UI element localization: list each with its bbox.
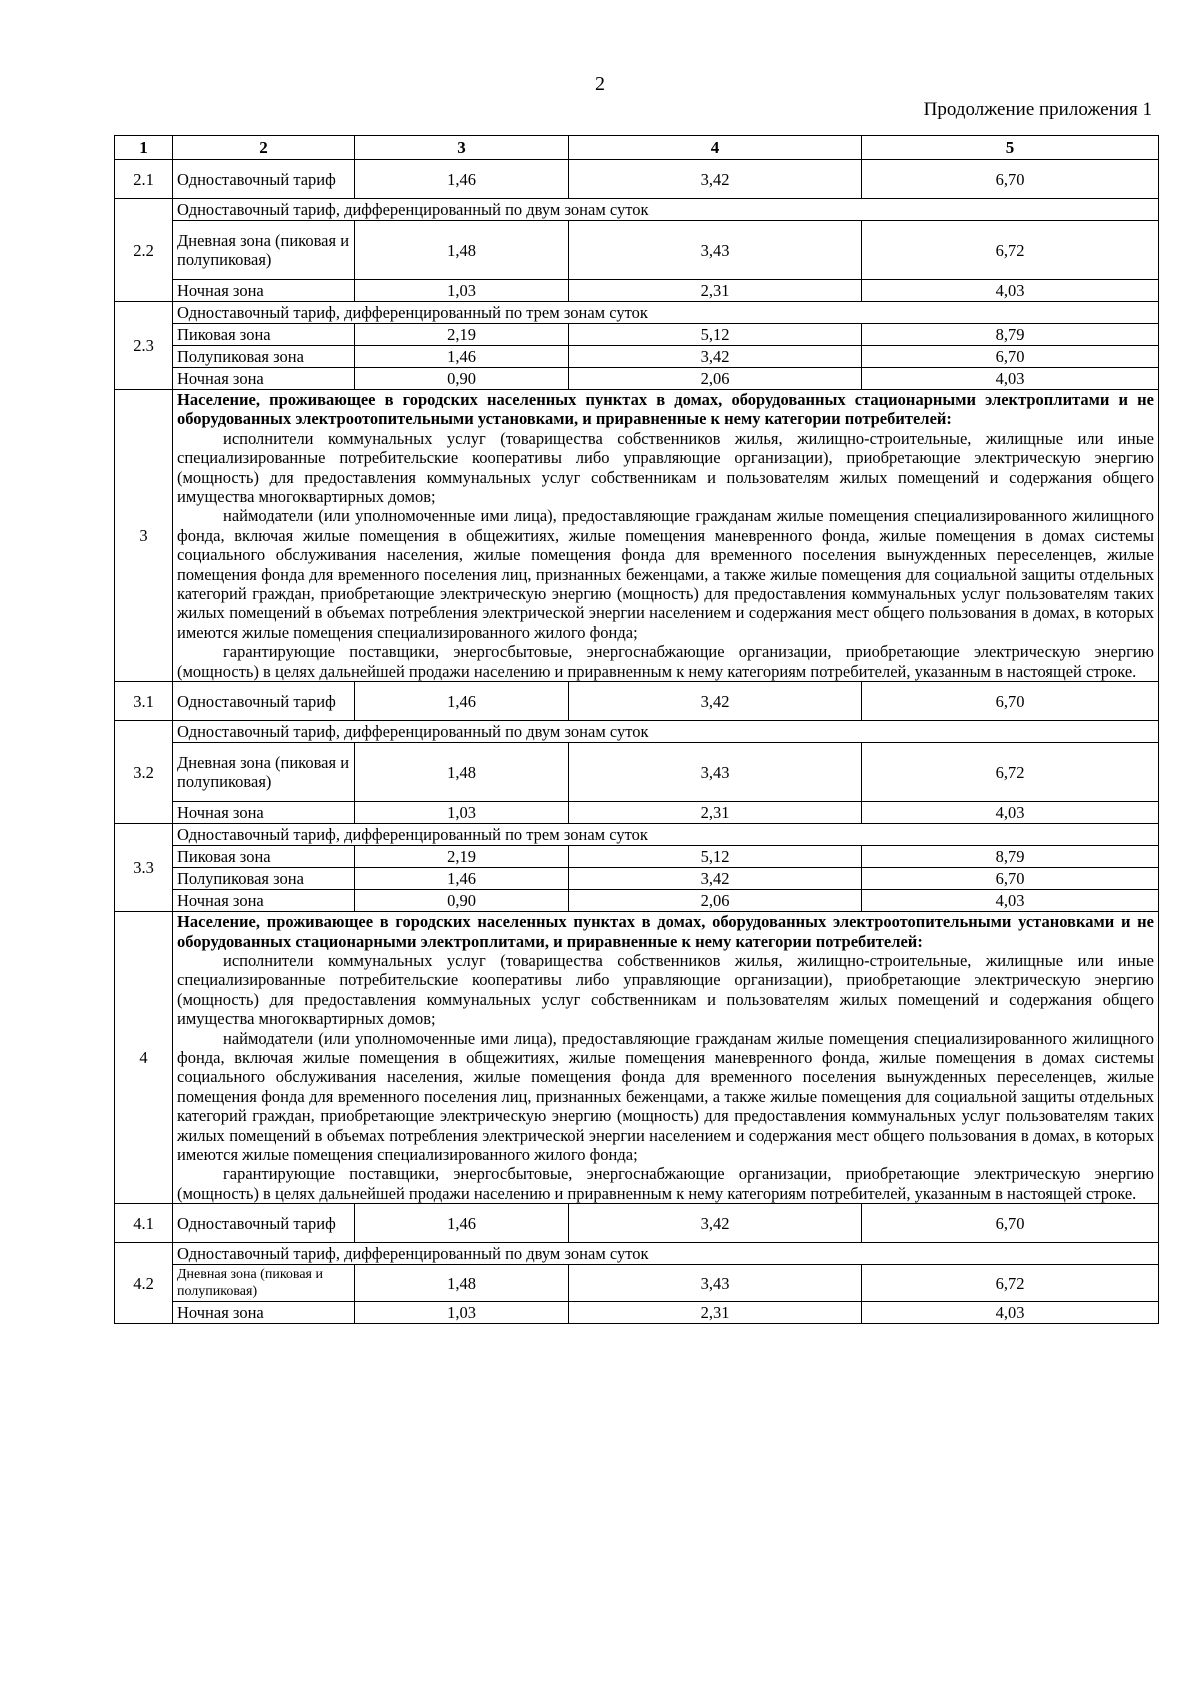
subgroup-label: Одноставочный тариф, дифференцированный по двум зонам суток xyxy=(173,199,1159,221)
value-cell: 1,48 xyxy=(355,221,569,280)
continuation-label: Продолжение приложения 1 xyxy=(923,99,1152,120)
group-paragraph: исполнители коммунальных услуг (товарищества собственников жилья, жилищно-строительные, жилищные или иные специализированные потребительские кооперативы либо управляющие организации), приобретающие электрическую энергию (мощность) для предоставления коммунальных услуг собственникам и пользователям жилых помещений и содержания общего имущества многоквартирных домов; xyxy=(177,950,1154,1029)
value-cell: 1,48 xyxy=(355,1265,569,1302)
value-cell: 3,43 xyxy=(569,1265,862,1302)
value-cell: 1,03 xyxy=(355,280,569,302)
subgroup-label: Одноставочный тариф, дифференцированный по трем зонам суток xyxy=(173,302,1159,324)
table-row xyxy=(115,721,1159,743)
value-cell: 3,43 xyxy=(569,221,862,280)
table-row xyxy=(115,1204,1159,1243)
header-cell: 4 xyxy=(569,136,862,160)
row-label: Ночная зона xyxy=(173,280,355,302)
table-row xyxy=(115,368,1159,390)
table-row xyxy=(115,743,1159,802)
value-cell: 6,70 xyxy=(862,160,1159,199)
group-description xyxy=(173,390,1159,682)
row-label: Пиковая зона xyxy=(173,846,355,868)
table-row xyxy=(115,302,1159,324)
value-cell: 0,90 xyxy=(355,368,569,390)
table-header-row xyxy=(115,136,1159,160)
table-row xyxy=(115,912,1159,1204)
value-cell: 3,42 xyxy=(569,868,862,890)
value-cell: 4,03 xyxy=(862,368,1159,390)
header-cell: 5 xyxy=(862,136,1159,160)
row-label: Ночная зона xyxy=(173,890,355,912)
value-cell: 1,46 xyxy=(355,1204,569,1243)
table-row xyxy=(115,280,1159,302)
table-row xyxy=(115,1243,1159,1265)
group-title: Население, проживающее в городских населенных пунктах в домах, оборудованных электроотопительными установками и не оборудованных стационарными электроплитами, и приравненные к нему категории потребителей: xyxy=(177,912,1154,951)
value-cell: 4,03 xyxy=(862,802,1159,824)
row-label: Полупиковая зона xyxy=(173,868,355,890)
value-cell: 1,48 xyxy=(355,743,569,802)
value-cell: 1,03 xyxy=(355,802,569,824)
row-label: Одноставочный тариф xyxy=(173,160,355,199)
row-label: Ночная зона xyxy=(173,1302,355,1324)
row-number: 4.2 xyxy=(115,1243,173,1324)
value-cell: 1,46 xyxy=(355,868,569,890)
value-cell: 2,31 xyxy=(569,280,862,302)
value-cell: 2,06 xyxy=(569,890,862,912)
table-row xyxy=(115,802,1159,824)
value-cell: 2,31 xyxy=(569,1302,862,1324)
row-number: 3 xyxy=(115,390,173,682)
table-row xyxy=(115,1265,1159,1302)
value-cell: 6,72 xyxy=(862,1265,1159,1302)
value-cell: 6,70 xyxy=(862,346,1159,368)
page-number: 2 xyxy=(595,73,605,95)
row-label: Дневная зона (пиковая и полупиковая) xyxy=(173,743,355,802)
value-cell: 2,06 xyxy=(569,368,862,390)
table-row xyxy=(115,199,1159,221)
tariff-table xyxy=(114,135,1159,1324)
value-cell: 6,72 xyxy=(862,743,1159,802)
table-row xyxy=(115,682,1159,721)
row-label: Ночная зона xyxy=(173,368,355,390)
subgroup-label: Одноставочный тариф, дифференцированный по двум зонам суток xyxy=(173,1243,1159,1265)
group-description xyxy=(173,912,1159,1204)
table-row xyxy=(115,868,1159,890)
value-cell: 6,72 xyxy=(862,221,1159,280)
table-row xyxy=(115,160,1159,199)
group-paragraph: наймодатели (или уполномоченные ими лица), предоставляющие гражданам жилые помещения специализированного жилищного фонда, включая жилые помещения в общежитиях, жилые помещения маневренного фонда, жилые помещения в домах системы социального обслуживания населения, жилые помещения фонда для временного поселения вынужденных переселенцев, жилые помещения фонда для временного поселения лиц, признанных беженцами, а также жилые помещения для социальной защиты отдельных категорий граждан, приобретающие электрическую энергию (мощность) для предоставления коммунальных услуг пользователям таких жилых помещений в объемах потребления электрической энергии населением и содержания мест общего пользования в домах, в которых имеются жилые помещения специализированного жилого фонда; xyxy=(177,506,1154,642)
value-cell: 3,43 xyxy=(569,743,862,802)
value-cell: 4,03 xyxy=(862,890,1159,912)
table-row xyxy=(115,890,1159,912)
value-cell: 0,90 xyxy=(355,890,569,912)
row-label: Одноставочный тариф xyxy=(173,682,355,721)
value-cell: 2,19 xyxy=(355,846,569,868)
value-cell: 8,79 xyxy=(862,846,1159,868)
value-cell: 6,70 xyxy=(862,868,1159,890)
row-label: Полупиковая зона xyxy=(173,346,355,368)
row-number: 3.1 xyxy=(115,682,173,721)
subgroup-label: Одноставочный тариф, дифференцированный по двум зонам суток xyxy=(173,721,1159,743)
row-label: Пиковая зона xyxy=(173,324,355,346)
table-row xyxy=(115,1302,1159,1324)
row-number: 4.1 xyxy=(115,1204,173,1243)
table-row xyxy=(115,846,1159,868)
value-cell: 1,46 xyxy=(355,160,569,199)
value-cell: 1,46 xyxy=(355,346,569,368)
value-cell: 3,42 xyxy=(569,346,862,368)
value-cell: 3,42 xyxy=(569,682,862,721)
table-row xyxy=(115,390,1159,682)
row-label: Одноставочный тариф xyxy=(173,1204,355,1243)
group-paragraph: гарантирующие поставщики, энергосбытовые, энергоснабжающие организации, приобретающие электрическую энергию (мощность) в целях дальнейшей продажи населению и приравненным к нему категориям потребителей, указанным в настоящей строке. xyxy=(177,642,1154,681)
row-label: Дневная зона (пиковая и полупиковая) xyxy=(173,221,355,280)
subgroup-label: Одноставочный тариф, дифференцированный по трем зонам суток xyxy=(173,824,1159,846)
row-number: 3.3 xyxy=(115,824,173,912)
row-number: 2.3 xyxy=(115,302,173,390)
value-cell: 3,42 xyxy=(569,1204,862,1243)
value-cell: 4,03 xyxy=(862,280,1159,302)
table-row xyxy=(115,346,1159,368)
header-cell: 1 xyxy=(115,136,173,160)
row-number: 3.2 xyxy=(115,721,173,824)
group-paragraph: исполнители коммунальных услуг (товарищества собственников жилья, жилищно-строительные, жилищные или иные специализированные потребительские кооперативы либо управляющие организации), приобретающие электрическую энергию (мощность) для предоставления коммунальных услуг собственникам и пользователям жилых помещений и содержания общего имущества многоквартирных домов; xyxy=(177,428,1154,507)
group-paragraph: гарантирующие поставщики, энергосбытовые, энергоснабжающие организации, приобретающие электрическую энергию (мощность) в целях дальнейшей продажи населению и приравненным к нему категориям потребителей, указанным в настоящей строке. xyxy=(177,1164,1154,1203)
value-cell: 1,46 xyxy=(355,682,569,721)
row-label: Дневная зона (пиковая и полупиковая) xyxy=(173,1265,355,1302)
row-label: Ночная зона xyxy=(173,802,355,824)
value-cell: 1,03 xyxy=(355,1302,569,1324)
row-number: 2.2 xyxy=(115,199,173,302)
value-cell: 5,12 xyxy=(569,846,862,868)
table-row xyxy=(115,221,1159,280)
value-cell: 2,19 xyxy=(355,324,569,346)
value-cell: 4,03 xyxy=(862,1302,1159,1324)
value-cell: 6,70 xyxy=(862,682,1159,721)
value-cell: 3,42 xyxy=(569,160,862,199)
header-cell: 2 xyxy=(173,136,355,160)
table-row xyxy=(115,824,1159,846)
value-cell: 6,70 xyxy=(862,1204,1159,1243)
group-paragraph: наймодатели (или уполномоченные ими лица), предоставляющие гражданам жилые помещения специализированного жилищного фонда, включая жилые помещения в общежитиях, жилые помещения маневренного фонда, жилые помещения в домах системы социального обслуживания населения, жилые помещения фонда для временного поселения вынужденных переселенцев, жилые помещения фонда для временного поселения лиц, признанных беженцами, а также жилые помещения для социальной защиты отдельных категорий граждан, приобретающие электрическую энергию (мощность) для предоставления коммунальных услуг пользователям таких жилых помещений в объемах потребления электрической энергии населением и содержания мест общего пользования в домах, в которых имеются жилые помещения специализированного жилого фонда; xyxy=(177,1028,1154,1164)
value-cell: 5,12 xyxy=(569,324,862,346)
value-cell: 2,31 xyxy=(569,802,862,824)
table-row xyxy=(115,324,1159,346)
row-number: 2.1 xyxy=(115,160,173,199)
value-cell: 8,79 xyxy=(862,324,1159,346)
header-cell: 3 xyxy=(355,136,569,160)
row-number: 4 xyxy=(115,912,173,1204)
group-title: Население, проживающее в городских населенных пунктах в домах, оборудованных стационарными электроплитами и не оборудованных электроотопительными установками, и приравненные к нему категории потребителей: xyxy=(177,390,1154,429)
